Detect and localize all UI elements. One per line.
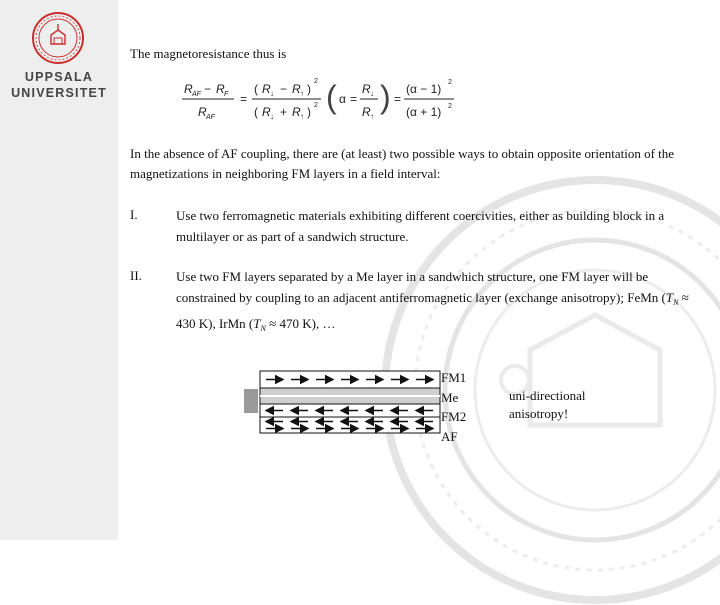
svg-text:=: = <box>350 92 358 106</box>
anisotropy-note: uni-directional anisotropy! <box>509 388 586 421</box>
neel-temp-subscript-2: N <box>260 324 266 333</box>
svg-text:α: α <box>339 92 346 106</box>
svg-text:R: R <box>216 82 225 96</box>
layer-labels <box>441 368 466 446</box>
svg-text:=: = <box>240 92 248 106</box>
label-af: AF <box>441 428 458 444</box>
svg-text:↓: ↓ <box>270 89 274 98</box>
layer-stack-diagram <box>244 369 444 435</box>
svg-text:(: ( <box>326 79 337 115</box>
svg-text:F: F <box>224 91 229 98</box>
svg-text:(: ( <box>254 82 258 96</box>
svg-text:R: R <box>184 82 193 96</box>
item-2-text-a: Use two FM layers separated by a Me layer in a sandwhich structure, one FM layer will be constrained by coupling to an adjacent antiferromagnetic layer (exchange anisotropy); FeMn ( <box>176 269 666 305</box>
sidebar <box>0 0 118 540</box>
svg-text:↓: ↓ <box>270 112 274 121</box>
neel-temp-symbol-2: T <box>253 316 261 331</box>
svg-text:AF: AF <box>192 91 201 98</box>
svg-text:(α − 1): (α − 1) <box>406 82 442 96</box>
svg-text:+: + <box>280 105 288 119</box>
svg-text:−: − <box>204 82 212 96</box>
absence-paragraph: In the absence of AF coupling, there are (at least) two possible ways to obtain opposite orientation of the magnetizations in neighboring FM layers in a field interval: <box>130 146 675 181</box>
svg-text:−: − <box>280 82 288 96</box>
svg-text:R: R <box>292 105 301 119</box>
svg-text:): ) <box>380 79 391 115</box>
svg-text:↓: ↓ <box>370 89 374 98</box>
neel-temp-subscript: N <box>673 298 679 307</box>
item-2-text <box>176 266 706 339</box>
svg-text:2: 2 <box>314 78 318 85</box>
magnetoresistance-formula <box>176 72 466 122</box>
svg-text:2: 2 <box>448 79 452 86</box>
svg-text:): ) <box>307 105 311 119</box>
svg-text:R: R <box>292 82 301 96</box>
item-1-number: I. <box>130 207 138 222</box>
item-2-number: II. <box>130 268 142 283</box>
af-layer <box>260 417 440 433</box>
svg-text:R: R <box>262 82 271 96</box>
svg-text:AF: AF <box>206 114 215 121</box>
svg-text:↑: ↑ <box>370 112 374 121</box>
svg-text:): ) <box>307 82 311 96</box>
label-fm2: FM2 <box>441 409 467 424</box>
svg-text:2: 2 <box>448 103 452 110</box>
intro-text: The magnetoresistance thus is <box>130 46 287 61</box>
logo-text-line1: UPPSALA <box>24 70 94 84</box>
logo-text-line2: UNIVERSITET <box>11 86 107 100</box>
svg-text:R: R <box>198 105 207 119</box>
item-2-text-b: ≈ 430 K), IrMn ( <box>176 290 689 331</box>
svg-text:(: ( <box>254 105 258 119</box>
item-2-text-c: ≈ 470 K), … <box>265 316 336 331</box>
svg-text:(α + 1): (α + 1) <box>406 105 442 119</box>
svg-text:=: = <box>394 92 402 106</box>
item-1-text: Use two ferromagnetic materials exhibiting different coercivities, either as building block in a multilayer or as part of a sandwich structure. <box>176 208 665 244</box>
svg-text:R: R <box>262 105 271 119</box>
svg-text:↑: ↑ <box>300 89 304 98</box>
university-seal-icon <box>31 11 85 65</box>
svg-text:R: R <box>362 82 371 96</box>
svg-text:↑: ↑ <box>300 112 304 121</box>
svg-text:2: 2 <box>314 102 318 109</box>
svg-text:R: R <box>362 105 371 119</box>
label-fm1: FM1 <box>441 370 467 385</box>
label-me: Me <box>441 389 459 405</box>
neel-temp-symbol: T <box>665 290 674 305</box>
substrate-block <box>244 389 258 413</box>
